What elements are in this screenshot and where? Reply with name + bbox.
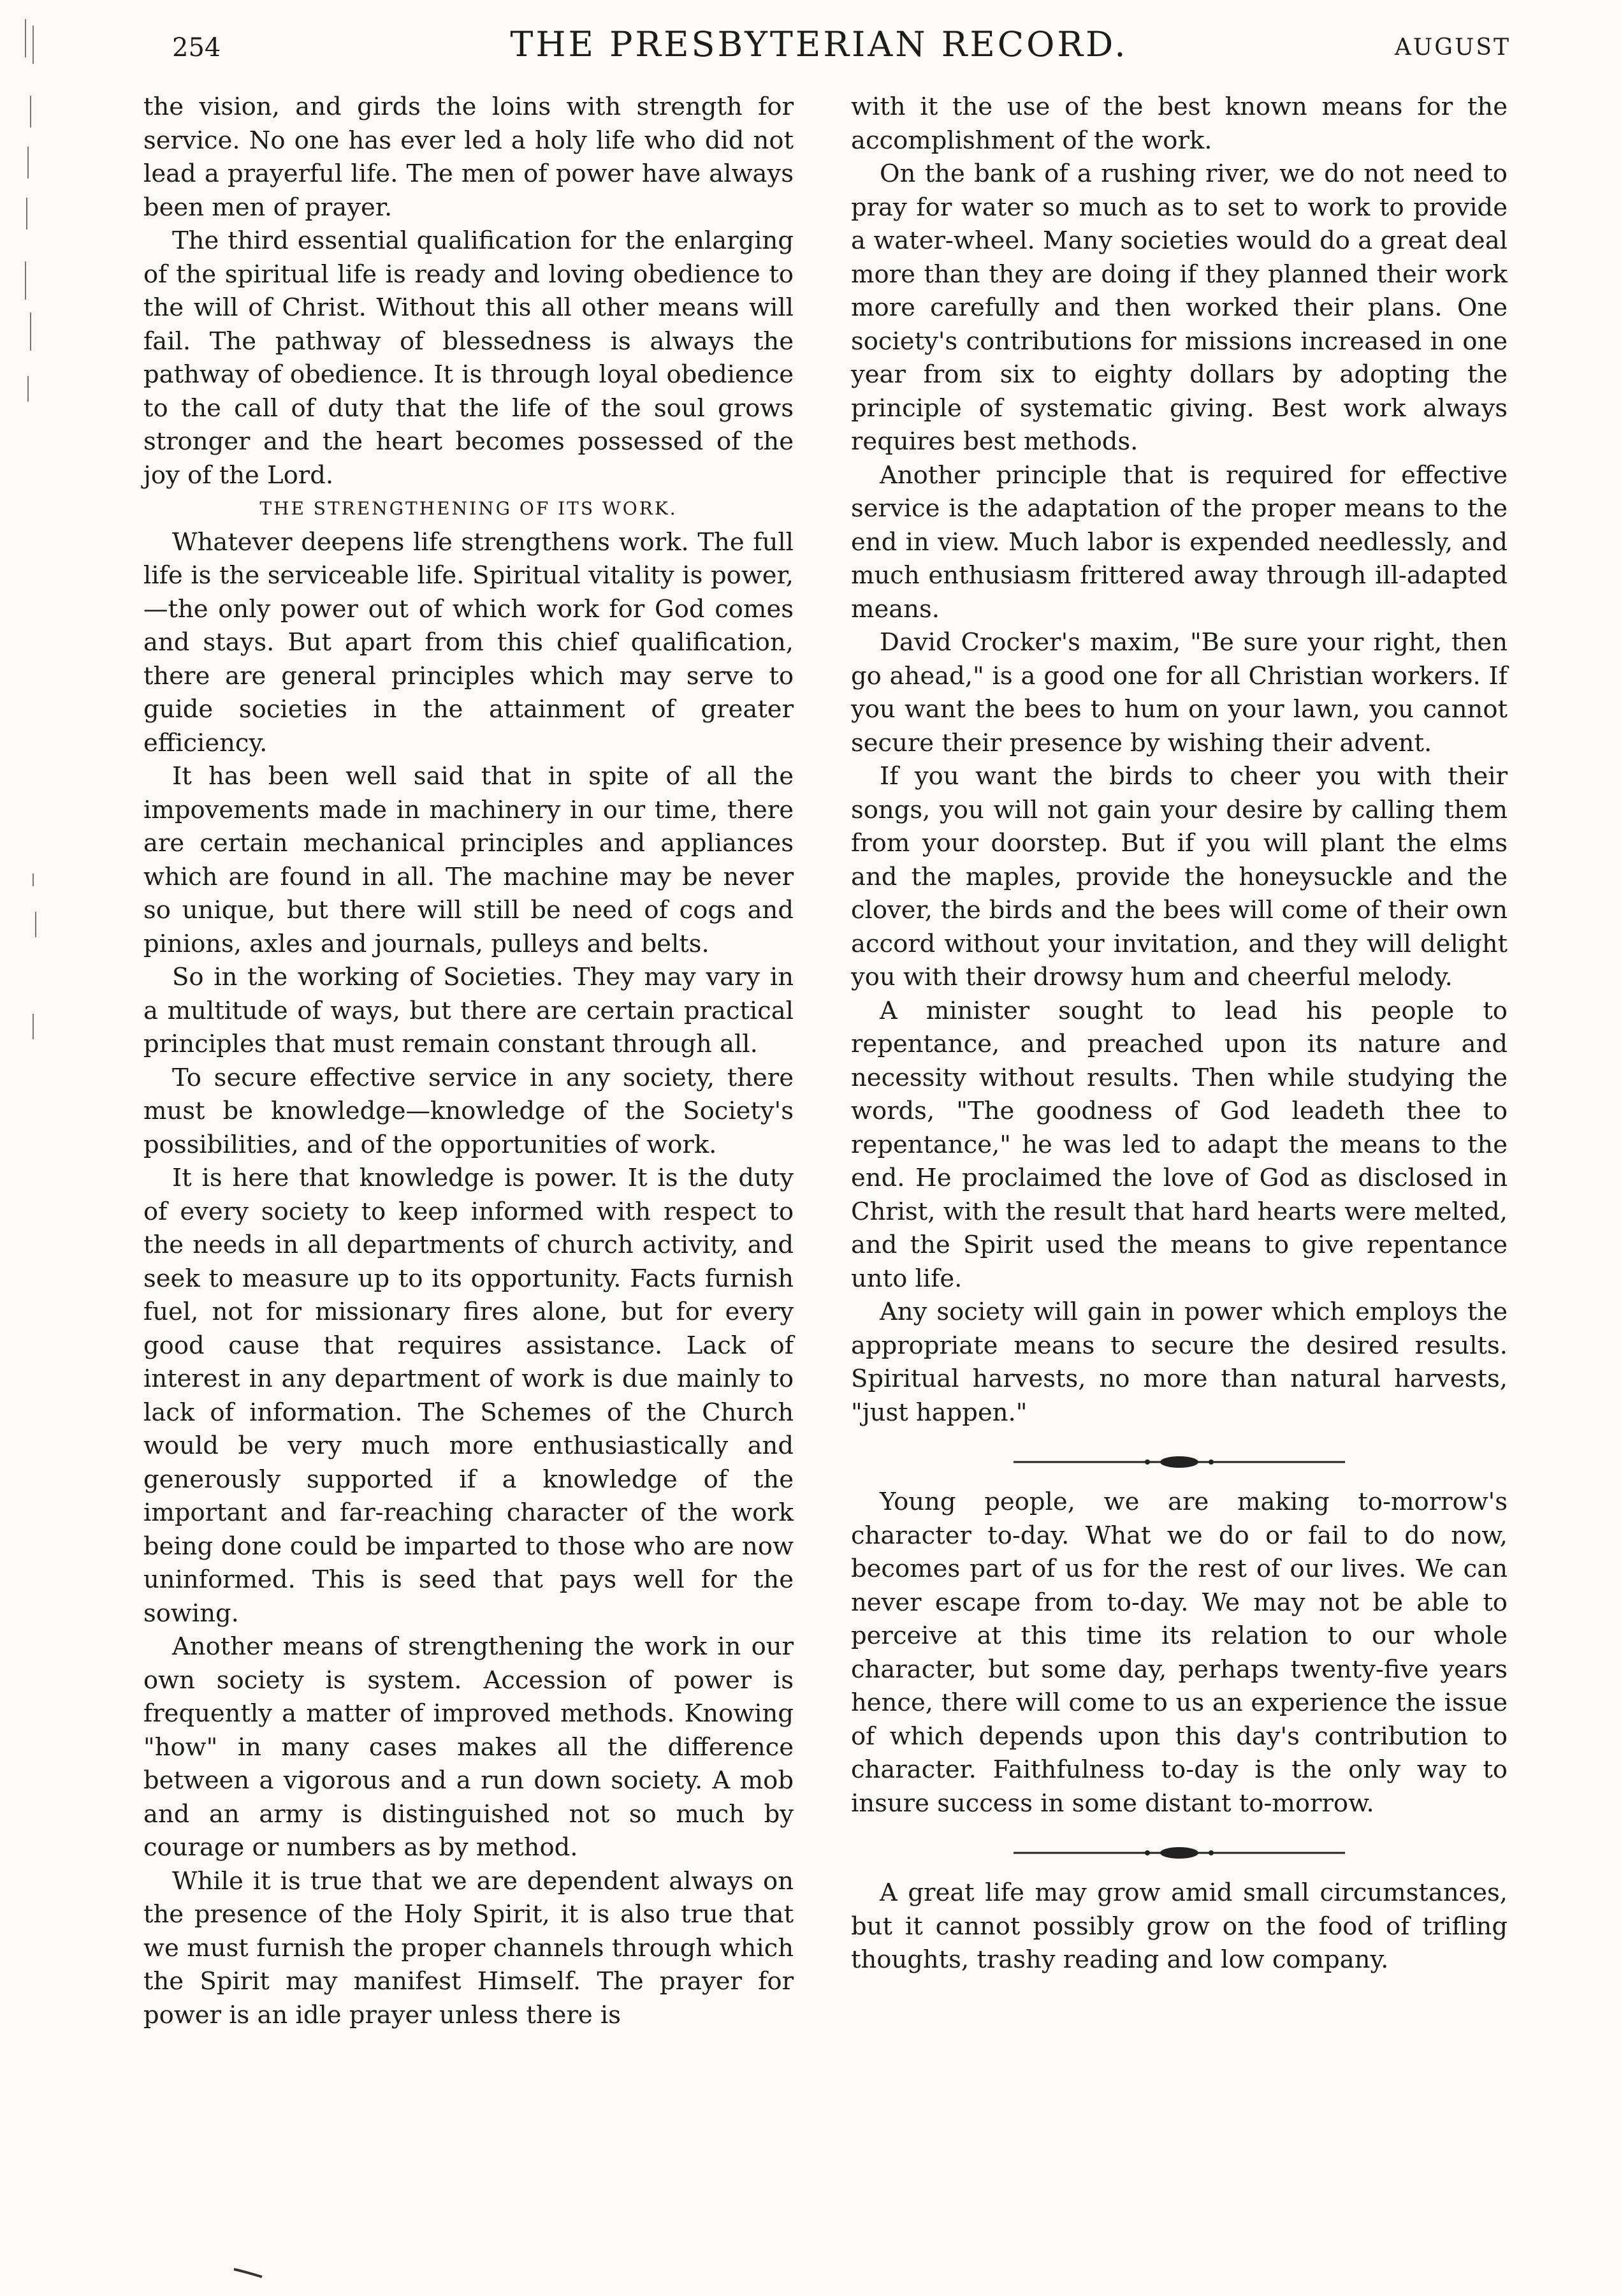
- page-number: 254: [172, 33, 221, 62]
- paragraph: Young people, we are making to-morrow's character to-day. What we do or fail to do now, becomes part of us for the rest of our lives. We can never escape from to-day. We may not be able to perceive at this time its relation to our whole character, but some day, perhaps twenty-five years hence, there will come to us an experience the issue of which depends upon this day's contribution to character. Faithfulness to-day is the only way to insure success in some distant to-morrow.: [851, 1488, 1508, 1818]
- paragraph: If you want the birds to cheer you with their songs, you will not gain your desire by calling them from your doorstep. But if you will plant the elms and the maples, provide the honeysuckle and the clover, the birds and the bees will come of their own accord without your invitation, and they will delight you with their drowsy hum and cheerful melody.: [851, 762, 1508, 991]
- paragraph: with it the use of the best known means for the accomplishment of the work.: [851, 92, 1508, 155]
- paragraph: the vision, and girds the loins with strength for service. No one has ever led a holy life who did not lead a prayerful life. The men of power have always been men of prayer.: [143, 92, 794, 222]
- ornamental-divider: [851, 1838, 1508, 1864]
- paragraph: To secure effective service in any society, there must be knowledge—knowledge of the Society's possibilities, and of the opportunities of work.: [143, 1063, 794, 1159]
- left-column: [143, 91, 794, 2032]
- paragraph: Another principle that is required for effective service is the adaptation of the proper means to the end in view. Much labor is expended needlessly, and much enthusiasm frittered away through ill-adapted means.: [851, 460, 1508, 624]
- issue-month: AUGUST: [1394, 34, 1511, 61]
- paragraph: David Crocker's maxim, "Be sure your right, then go ahead," is a good one for all Christian workers. If you want the bees to hum on your lawn, you cannot secure their presence by wishing their advent.: [851, 628, 1508, 757]
- paragraph: Any society will gain in power which employs the appropriate means to secure the desired results. Spiritual harvests, no more than natural harvests, "just happen.": [851, 1298, 1508, 1427]
- paragraph: A minister sought to lead his people to repentance, and preached upon its nature and necessity without results. Then while studying the words, "The goodness of God leadeth thee to repentance," he was led to adapt the means to the end. He proclaimed the love of God as disclosed in Christ, with the result that hard hearts were melted, and the Spirit used the means to give repentance unto life.: [851, 996, 1508, 1293]
- ornamental-divider: [851, 1447, 1508, 1473]
- paragraph: So in the working of Societies. They may vary in a multitude of ways, but there are certain practical principles that must remain constant through all.: [143, 963, 794, 1058]
- paragraph: While it is true that we are dependent always on the presence of the Holy Spirit, it is also true that we must furnish the proper channels through which the Spirit may manifest Himself. The prayer for power is an idle prayer unless there is: [143, 1866, 794, 2029]
- paragraph: Another means of strengthening the work in our own society is system. Accession of power is frequently a matter of improved methods. Knowing "how" in many cases makes all the difference between a vigorous and a run down society. A mob and an army is distinguished not so much by courage or numbers as by method.: [143, 1632, 794, 1862]
- paragraph: On the bank of a rushing river, we do not need to pray for water so much as to set to work to provide a water-wheel. Many societies would do a great deal more than they are doing if they planned their work more carefully and then worked their plans. One society's contributions for missions increased in one year from six to eighty dollars by adopting the principle of systematic giving. Best work always requires best methods.: [851, 159, 1508, 456]
- margin-scan-marks: [14, 19, 52, 1039]
- paragraph: It has been well said that in spite of all the impovements made in machinery in our time, there are certain mechanical principles and appliances which are found in all. The machine may be never so unique, but there will still be need of cogs and pinions, axles and journals, pulleys and belts.: [143, 762, 794, 958]
- paragraph: A great life may grow amid small circumstances, but it cannot possibly grow on the food of trifling thoughts, trashy reading and low company.: [851, 1878, 1508, 1974]
- paragraph: It is here that knowledge is power. It is the duty of every society to keep informed with respect to the needs in all departments of church activity, and seek to measure up to its opportunity. Facts furnish fuel, not for missionary fires alone, but for every good cause that requires assistance. Lack of interest in any department of work is due mainly to lack of information. The Schemes of the Church would be very much more enthusiastically and generously supported if a knowledge of the important and far-reaching character of the work being done could be imparted to those who are now uninformed. This is seed that pays well for the sowing.: [143, 1164, 794, 1628]
- section-heading: THE STRENGTHENING OF ITS WORK.: [259, 498, 678, 519]
- paragraph: Whatever deepens life strengthens work. The full life is the serviceable life. Spiritual vitality is power,—the only power out of which work for God comes and stays. But apart from this chief qualification, there are general principles which may serve to guide societies in the attainment of greater efficiency.: [143, 527, 794, 757]
- right-column: [851, 91, 1508, 1977]
- page-header: [127, 24, 1511, 75]
- journal-title: THE PRESBYTERIAN RECORD.: [510, 24, 1128, 64]
- scan-artifact-mark: [233, 2267, 265, 2279]
- paragraph: The third essential qualification for the enlarging of the spiritual life is ready and loving obedience to the will of Christ. Without this all other means will fail. The pathway of blessedness is always the pathway of obedience. It is through loyal obedience to the call of duty that the life of the soul grows stronger and the heart becomes possessed of the joy of the Lord.: [143, 226, 794, 490]
